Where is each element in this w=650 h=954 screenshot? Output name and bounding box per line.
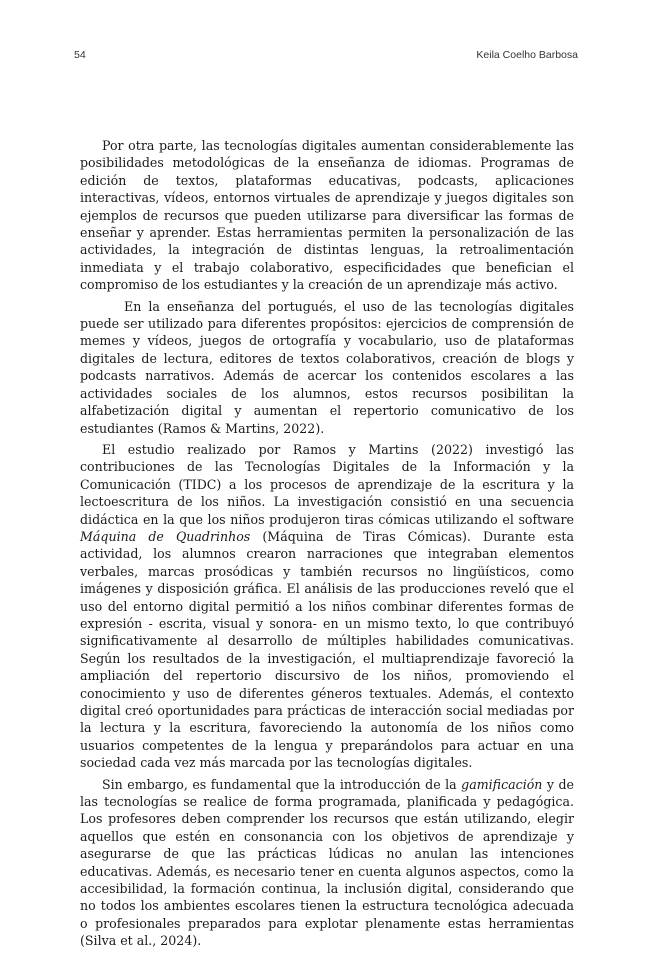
- paragraph-4-text-a: Sin embargo, es fundamental que la introducción de la: [102, 776, 462, 792]
- running-header: [74, 49, 578, 61]
- gamification-term: gamificación: [461, 776, 543, 792]
- paragraph-4: [80, 776, 574, 950]
- paragraph-3-text-b: (Máquina de Tiras Cómicas). Durante esta actividad, los alumnos crearon narraciones que integraban elementos verbales, marcas prosódicas y también recursos no lingüísticos, como imágenes y disposición gráfica. El análisis de las producciones reveló que el uso del entorno digital permitió a los niños combinar diferentes formas de expresión - escrita, visual y sonora- en un mismo texto, lo que contribuyó significativamente al desarrollo de múltiples habilidades comunicativas. Según los resultados de la investigación, el multiaprendizaje favoreció la ampliación del repertorio discursivo de los niños, promoviendo el conocimiento y uso de diferentes géneros textuales. Además, el contexto digital creó oportunidades para prácticas de interacción social mediadas por la lectura y la escritura, favoreciendo la autonomía de los niños como usuarios competentes de la lengua y preparándolos para actuar en una sociedad cada vez más marcada por las tecnologías digitales.: [80, 528, 574, 771]
- paragraph-3-text-a: El estudio realizado por Ramos y Martins (2022) investigó las contribuciones de las Tecnologías Digitales de la Información y la Comunicación (TIDC) a los procesos de aprendizaje de la escritura y la lectoescritura de los niños. La investigación consistió en una secuencia didáctica en la que los niños produjeron tiras cómicas utilizando el software: [80, 441, 574, 527]
- paragraph-1: Por otra parte, las tecnologías digitales aumentan considerablemente las posibilidades metodológicas de la enseñanza de idiomas. Programas de edición de textos, plataformas educativas, podcasts, aplicaciones interactivas, vídeos, entornos virtuales de aprendizaje y juegos digitales son ejemplos de recursos que pueden utilizarse para diversificar las formas de enseñar y aprender. Estas herramientas permiten la personalización de las actividades, la integración de distintas lenguas, la retroalimentación inmediata y el trabajo colaborativo, especificidades que benefician el compromiso de los estudiantes y la creación de un aprendizaje más activo.: [80, 138, 574, 293]
- page-number: 54: [74, 49, 86, 61]
- paragraph-3: [80, 441, 574, 772]
- paragraph-2: En la enseñanza del portugués, el uso de las tecnologías digitales puede ser utilizado para diferentes propósitos: ejercicios de comprensión de memes y vídeos, juegos de ortografía y vocabulario, uso de plataformas digitales de lectura, editores de textos colaborativos, creación de blogs y podcasts narrativos. Además de acercar los contenidos escolares a las actividades sociales de los alumnos, estos recursos posibilitan la alfabetización digital y aumentan el repertorio comunicativo de los estudiantes (Ramos & Martins, 2022).: [80, 298, 574, 436]
- paragraph-4-text-b: y de las tecnologías se realice de forma programada, planificada y pedagógica. Los profesores deben comprender los recursos que están utilizando, elegir aquellos que estén en consonancia con los objetivos de aprendizaje y asegurarse de que las prácticas lúdicas no anulan las intenciones educativas. Además, es necesario tener en cuenta algunos aspectos, como la accesibilidad, la formación continua, la inclusión digital, considerando que no todos los ambientes escolares tienen la estructura tecnológica adecuada o profesionales preparados para explotar plenamente estas herramientas (Silva et al., 2024).: [80, 776, 574, 949]
- body-text: [80, 137, 574, 954]
- software-title: Máquina de Quadrinhos: [80, 528, 251, 544]
- running-author: Keila Coelho Barbosa: [476, 49, 578, 61]
